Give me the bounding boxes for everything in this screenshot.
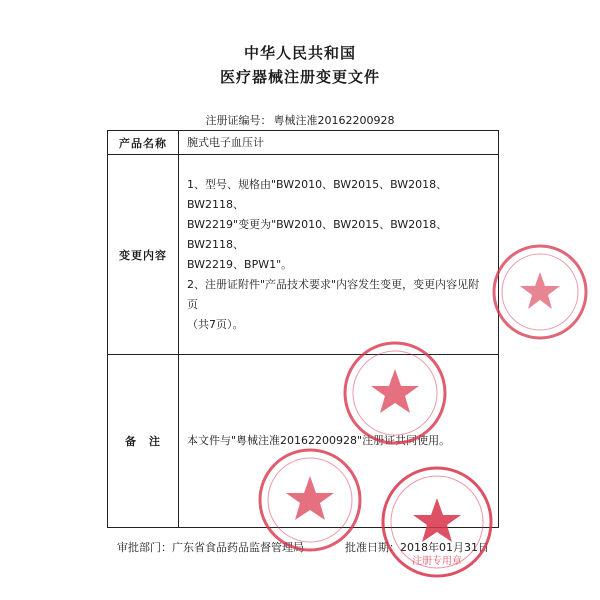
change-line-3: BW2219、BPW1"。 bbox=[187, 257, 293, 271]
approval-date-value: 2018年01月31日 bbox=[400, 541, 489, 554]
registration-number-label: 注册证编号： bbox=[205, 114, 272, 127]
change-line-2: BW2219"变更为"BW2010、BW2015、BW2018、BW2118、 bbox=[187, 217, 448, 251]
approval-department-label: 审批部门： bbox=[117, 541, 172, 554]
remark-label: 备 注 bbox=[108, 355, 179, 528]
official-registration-seal-stamp bbox=[375, 460, 500, 585]
registration-number-line bbox=[0, 112, 600, 128]
table-row-product bbox=[108, 131, 499, 155]
change-content-label: 变更内容 bbox=[108, 155, 179, 355]
svg-text:注册专用章: 注册专用章 bbox=[412, 556, 462, 567]
change-line-1: 1、型号、规格由"BW2010、BW2015、BW2018、BW2118、 bbox=[187, 177, 448, 211]
company-seal-stamp-right bbox=[455, 240, 600, 350]
document-subtitle: 医疗器械注册变更文件 bbox=[219, 68, 380, 86]
approval-date-label: 批准日期： bbox=[345, 541, 400, 554]
approval-department-value: 广东省食品药品监督管理局 bbox=[172, 541, 304, 554]
product-name-value: 腕式电子血压计 bbox=[179, 131, 499, 155]
change-line-5: （共7页）。 bbox=[187, 317, 244, 331]
product-name-label: 产品名称 bbox=[108, 131, 179, 155]
change-line-4: 2、注册证附件"产品技术要求"内容发生变更，变更内容见附页 bbox=[187, 277, 480, 311]
company-seal-stamp-center bbox=[335, 335, 455, 455]
document-title: 中华人民共和国 bbox=[243, 44, 356, 62]
change-content-value bbox=[179, 155, 499, 355]
company-seal-stamp-lower bbox=[250, 440, 370, 560]
remark-value: 本文件与"粤械注准20162200928"注册证共同使用。 bbox=[179, 355, 499, 528]
registration-number-value: 粤械注准20162200928 bbox=[273, 114, 395, 127]
table-row-change bbox=[108, 155, 499, 355]
